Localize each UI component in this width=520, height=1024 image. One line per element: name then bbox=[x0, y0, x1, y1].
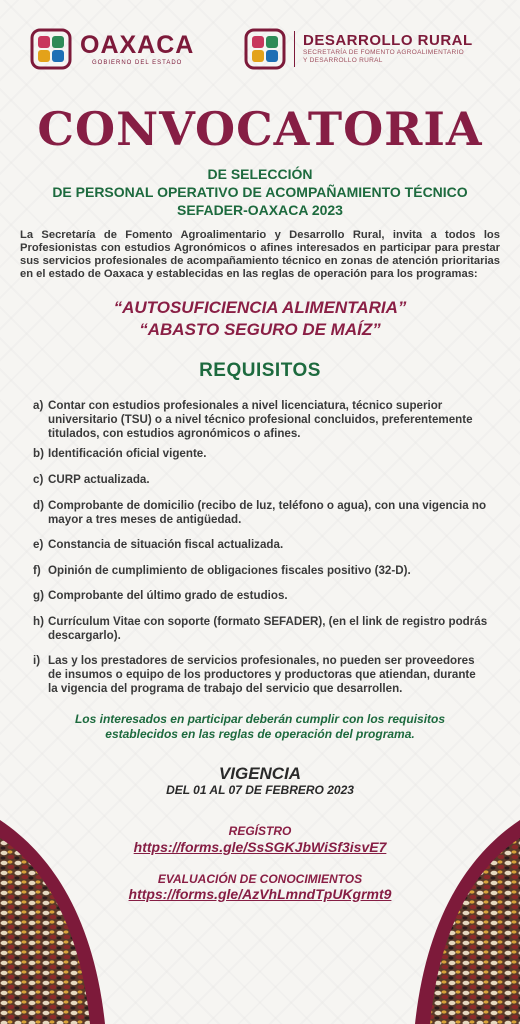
oaxaca-emblem-icon bbox=[30, 28, 72, 70]
requisito-text: Contar con estudios profesionales a nivel licenciatura, técnico superior universitario (TSU) o a nivel técnico profesional concluidos, preferentemente titulados, con estudios agronómicos o afines. bbox=[48, 399, 473, 440]
header bbox=[0, 28, 520, 78]
requisito-text: Comprobante de domicilio (recibo de luz, teléfono o agua), con una vigencia no mayor a tres meses de antigüedad. bbox=[48, 499, 487, 526]
vigencia-heading: VIGENCIA bbox=[218, 764, 302, 783]
requisito-text: Comprobante del último grado de estudios. bbox=[48, 589, 288, 602]
requisito-letter: d) bbox=[33, 499, 44, 512]
subtitle-line-1: DE SELECCIÓN bbox=[207, 166, 313, 182]
requisitos-heading: REQUISITOS bbox=[199, 360, 321, 381]
requisito-letter: c) bbox=[33, 473, 44, 486]
evaluacion-label: EVALUACIÓN DE CONOCIMIENTOS bbox=[157, 872, 363, 886]
sefader-emblem-icon bbox=[244, 28, 286, 70]
requisito-letter: h) bbox=[33, 615, 44, 628]
oaxaca-title: OAXACA bbox=[80, 31, 195, 59]
registro-label: REGÍSTRO bbox=[228, 824, 292, 838]
desarrollo-rural-subtitle-2: Y DESARROLLO RURAL bbox=[303, 57, 383, 64]
requisito-text: CURP actualizada. bbox=[48, 473, 150, 486]
registro-link[interactable]: https://forms.gle/SsSGKJbWiSf3isvE7 bbox=[133, 839, 387, 855]
desarrollo-rural-subtitle-1: SECRETARÍA DE FOMENTO AGROALIMENTARIO bbox=[303, 49, 464, 56]
requisito-text: Constancia de situación fiscal actualizada. bbox=[48, 538, 284, 551]
program-1: “AUTOSUFICIENCIA ALIMENTARIA” bbox=[113, 298, 407, 317]
requisito-text: Identificación oficial vigente. bbox=[48, 447, 207, 460]
requisito-letter: i) bbox=[33, 654, 41, 667]
requisito-letter: a) bbox=[33, 399, 44, 412]
requisito-text: Las y los prestadores de servicios profesionales, no pueden ser proveedores de insumos o equipo de los productores y productoras que atiendan, durante la vigencia del programa de trabajo del servicio que desarrollen. bbox=[48, 654, 476, 695]
evaluacion-link[interactable]: https://forms.gle/AzVhLmndTpUKgrmt9 bbox=[128, 886, 392, 902]
requisito-item bbox=[33, 615, 488, 643]
requisito-letter: b) bbox=[33, 447, 44, 460]
requisito-item bbox=[33, 473, 488, 487]
subtitle-line-2: DE PERSONAL OPERATIVO DE ACOMPAÑAMIENTO TÉCNICO bbox=[52, 184, 468, 200]
intro-paragraph: La Secretaría de Fomento Agroalimentario y Desarrollo Rural, invita a todos los Profesionistas con estudios Agronómicos o afines interesados en participar para prestar sus servicios profesionales de acompañamiento técnico en zonas de atención prioritarias en el estado de Oaxaca y establecidas en las reglas de operación para los programas: bbox=[20, 229, 500, 280]
page-title: CONVOCATORIA bbox=[37, 102, 483, 156]
requisito-item bbox=[33, 589, 488, 603]
oaxaca-logo bbox=[30, 28, 194, 70]
oaxaca-subtitle: GOBIERNO DEL ESTADO bbox=[91, 60, 183, 66]
requisito-item bbox=[33, 564, 488, 578]
logo-divider bbox=[294, 31, 295, 67]
requisito-item bbox=[33, 654, 488, 696]
requisito-letter: e) bbox=[33, 538, 44, 551]
requisito-letter: f) bbox=[33, 564, 41, 577]
requirements-note: Los interesados en participar deberán cumplir con los requisitos establecidos en las reglas de operación del programa. bbox=[74, 712, 446, 741]
desarrollo-rural-logo bbox=[244, 28, 473, 70]
vigencia-dates: DEL 01 AL 07 DE FEBRERO 2023 bbox=[166, 783, 354, 797]
requisito-text: Currículum Vitae con soporte (formato SEFADER), (en el link de registro podrás descargarlo). bbox=[48, 615, 488, 642]
requisito-text: Opinión de cumplimiento de obligaciones fiscales positivo (32-D). bbox=[48, 564, 411, 577]
subtitle-line-3: SEFADER-OAXACA 2023 bbox=[177, 202, 343, 218]
requisito-item bbox=[33, 499, 488, 527]
program-2: “ABASTO SEGURO DE MAÍZ” bbox=[139, 320, 381, 339]
requisito-item bbox=[33, 399, 488, 441]
requisito-item bbox=[33, 447, 488, 461]
desarrollo-rural-title: DESARROLLO RURAL bbox=[303, 32, 473, 49]
requisito-letter: g) bbox=[33, 589, 44, 602]
requisito-item bbox=[33, 538, 488, 552]
